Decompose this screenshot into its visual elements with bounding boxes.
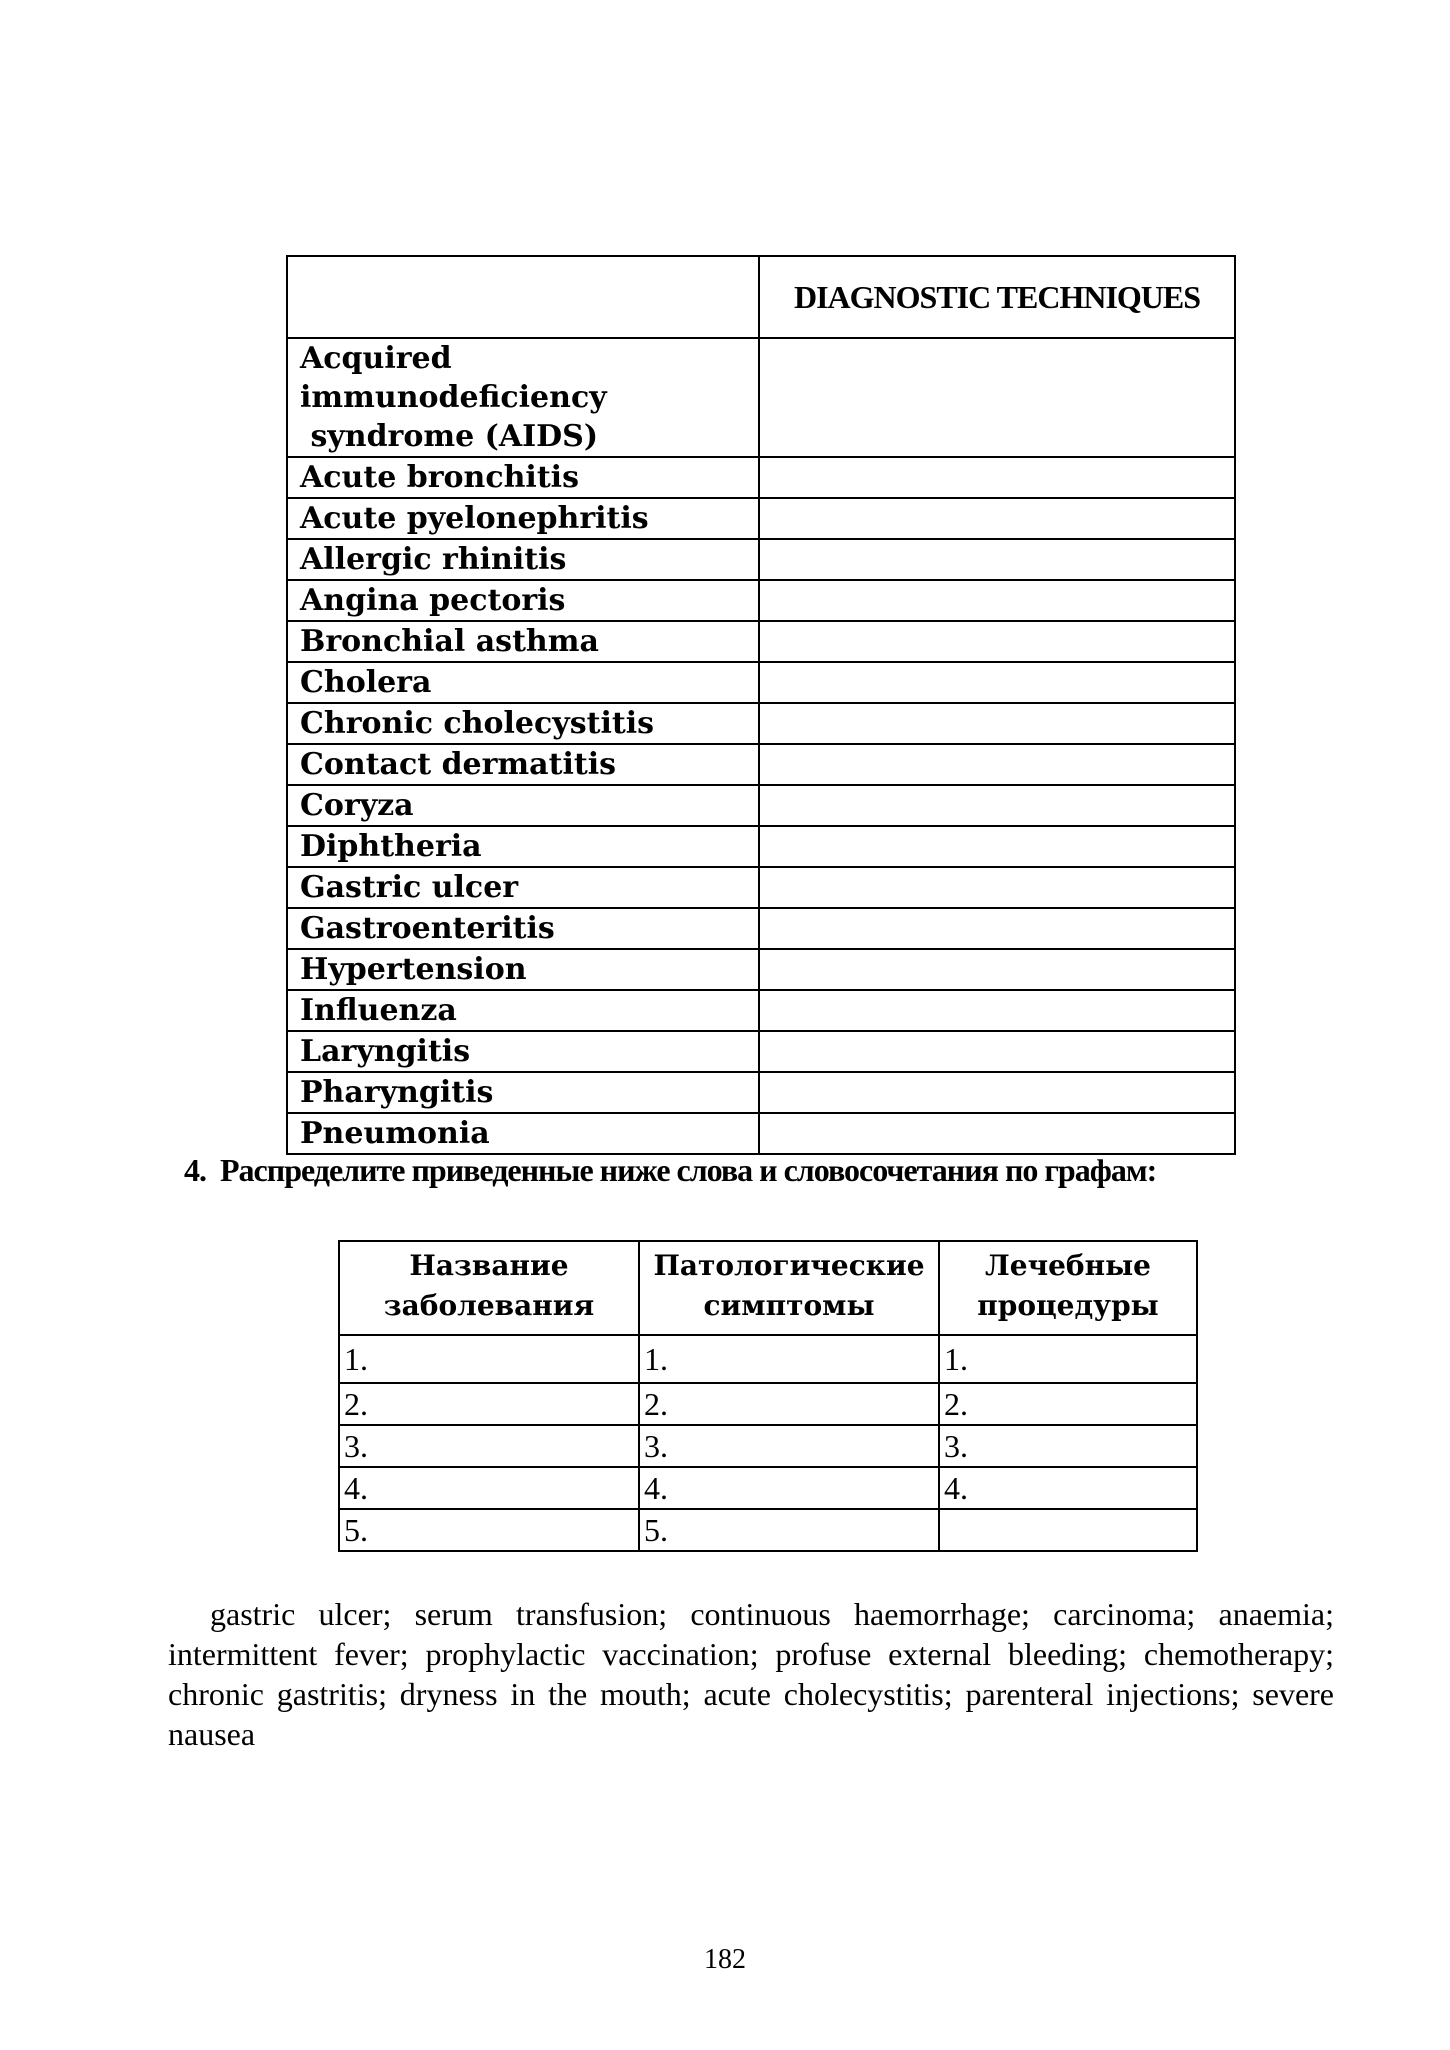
technique-cell — [759, 1113, 1235, 1154]
column-header-disease-name — [339, 1241, 639, 1335]
disease-cell: Coryza — [287, 785, 759, 826]
disease-cell: Cholera — [287, 662, 759, 703]
column-header-symptoms — [639, 1241, 939, 1335]
table-row — [287, 949, 1235, 990]
table-cell: 5. — [639, 1509, 939, 1551]
header-line: процедуры — [977, 1289, 1159, 1322]
table-row — [287, 580, 1235, 621]
technique-cell — [759, 1031, 1235, 1072]
disease-cell: Acute bronchitis — [287, 457, 759, 498]
disease-cell: Gastroenteritis — [287, 908, 759, 949]
technique-cell — [759, 703, 1235, 744]
disease-cell: Gastric ulcer — [287, 867, 759, 908]
technique-cell — [759, 990, 1235, 1031]
table-row — [287, 908, 1235, 949]
table-header-row — [287, 256, 1235, 338]
table-header-row — [339, 1241, 1197, 1335]
disease-cell: Laryngitis — [287, 1031, 759, 1072]
page-number: 182 — [704, 1944, 746, 1975]
diagnostic-techniques-table — [286, 255, 1236, 1155]
table-row — [339, 1383, 1197, 1425]
task-heading — [184, 1152, 1156, 1189]
technique-cell — [759, 539, 1235, 580]
table-cell: 2. — [939, 1383, 1197, 1425]
table-cell — [939, 1509, 1197, 1551]
technique-cell — [759, 949, 1235, 990]
table-row — [287, 662, 1235, 703]
technique-cell — [759, 744, 1235, 785]
table-row — [339, 1467, 1197, 1509]
disease-cell: Diphtheria — [287, 826, 759, 867]
disease-cell: Angina pectoris — [287, 580, 759, 621]
table-cell: 1. — [339, 1335, 639, 1383]
task-number: 4. — [184, 1152, 206, 1188]
technique-cell — [759, 338, 1235, 457]
table-row — [287, 539, 1235, 580]
table-row — [287, 744, 1235, 785]
table-row — [287, 1072, 1235, 1113]
table-row — [287, 826, 1235, 867]
table-cell: 1. — [639, 1335, 939, 1383]
classification-table — [338, 1240, 1198, 1552]
table-row — [287, 457, 1235, 498]
table-row — [287, 1113, 1235, 1154]
disease-cell: Bronchial asthma — [287, 621, 759, 662]
vocabulary-paragraph: gastric ulcer; serum transfusion; continuous haemorrhage; carcinoma; anaemia; intermittent fever; prophylactic vaccination; profuse external bleeding; chemotherapy; chronic gastritis; dryness in the mouth; acute cholecystitis; parenteral injections; severe nausea — [168, 1596, 1334, 1752]
table-row — [287, 338, 1235, 457]
disease-cell: Chronic cholecystitis — [287, 703, 759, 744]
table-row — [287, 703, 1235, 744]
disease-cell: Influenza — [287, 990, 759, 1031]
disease-name-line: syndrome (AIDS) — [300, 419, 599, 454]
table-row — [287, 1031, 1235, 1072]
header-line: заболевания — [383, 1289, 595, 1322]
disease-cell: Acute pyelonephritis — [287, 498, 759, 539]
disease-cell: Hypertension — [287, 949, 759, 990]
technique-cell — [759, 498, 1235, 539]
technique-cell — [759, 621, 1235, 662]
header-line: симптомы — [703, 1289, 875, 1322]
technique-cell — [759, 457, 1235, 498]
table-row — [287, 621, 1235, 662]
table-cell: 2. — [639, 1383, 939, 1425]
table-row — [287, 990, 1235, 1031]
table-row — [287, 867, 1235, 908]
table-row — [287, 785, 1235, 826]
technique-cell — [759, 1072, 1235, 1113]
disease-cell: Allergic rhinitis — [287, 539, 759, 580]
table-cell: 5. — [339, 1509, 639, 1551]
technique-cell — [759, 785, 1235, 826]
table-cell: 4. — [639, 1467, 939, 1509]
header-empty-cell — [287, 256, 759, 338]
disease-cell: Contact dermatitis — [287, 744, 759, 785]
table-row — [339, 1335, 1197, 1383]
technique-cell — [759, 580, 1235, 621]
table-cell: 1. — [939, 1335, 1197, 1383]
technique-cell — [759, 662, 1235, 703]
header-line: Патологические — [653, 1249, 925, 1282]
table-cell: 2. — [339, 1383, 639, 1425]
table-cell: 3. — [339, 1425, 639, 1467]
technique-cell — [759, 826, 1235, 867]
disease-name-line: Acquired immunodeficiency — [300, 341, 607, 415]
column-header-procedures — [939, 1241, 1197, 1335]
task-text: Распределите приведенные ниже слова и словосочетания по графам: — [220, 1152, 1157, 1188]
technique-cell — [759, 867, 1235, 908]
table-cell: 4. — [339, 1467, 639, 1509]
disease-cell: Pharyngitis — [287, 1072, 759, 1113]
table-cell: 3. — [939, 1425, 1197, 1467]
header-line: Название — [409, 1249, 569, 1282]
table-row — [339, 1509, 1197, 1551]
disease-cell — [287, 338, 759, 457]
table-row — [339, 1425, 1197, 1467]
header-line: Лечебные — [985, 1249, 1151, 1282]
table-cell: 3. — [639, 1425, 939, 1467]
disease-cell: Pneumonia — [287, 1113, 759, 1154]
table-row — [287, 498, 1235, 539]
technique-cell — [759, 908, 1235, 949]
header-diagnostic-techniques: DIAGNOSTIC TECHNIQUES — [759, 256, 1235, 338]
table-cell: 4. — [939, 1467, 1197, 1509]
